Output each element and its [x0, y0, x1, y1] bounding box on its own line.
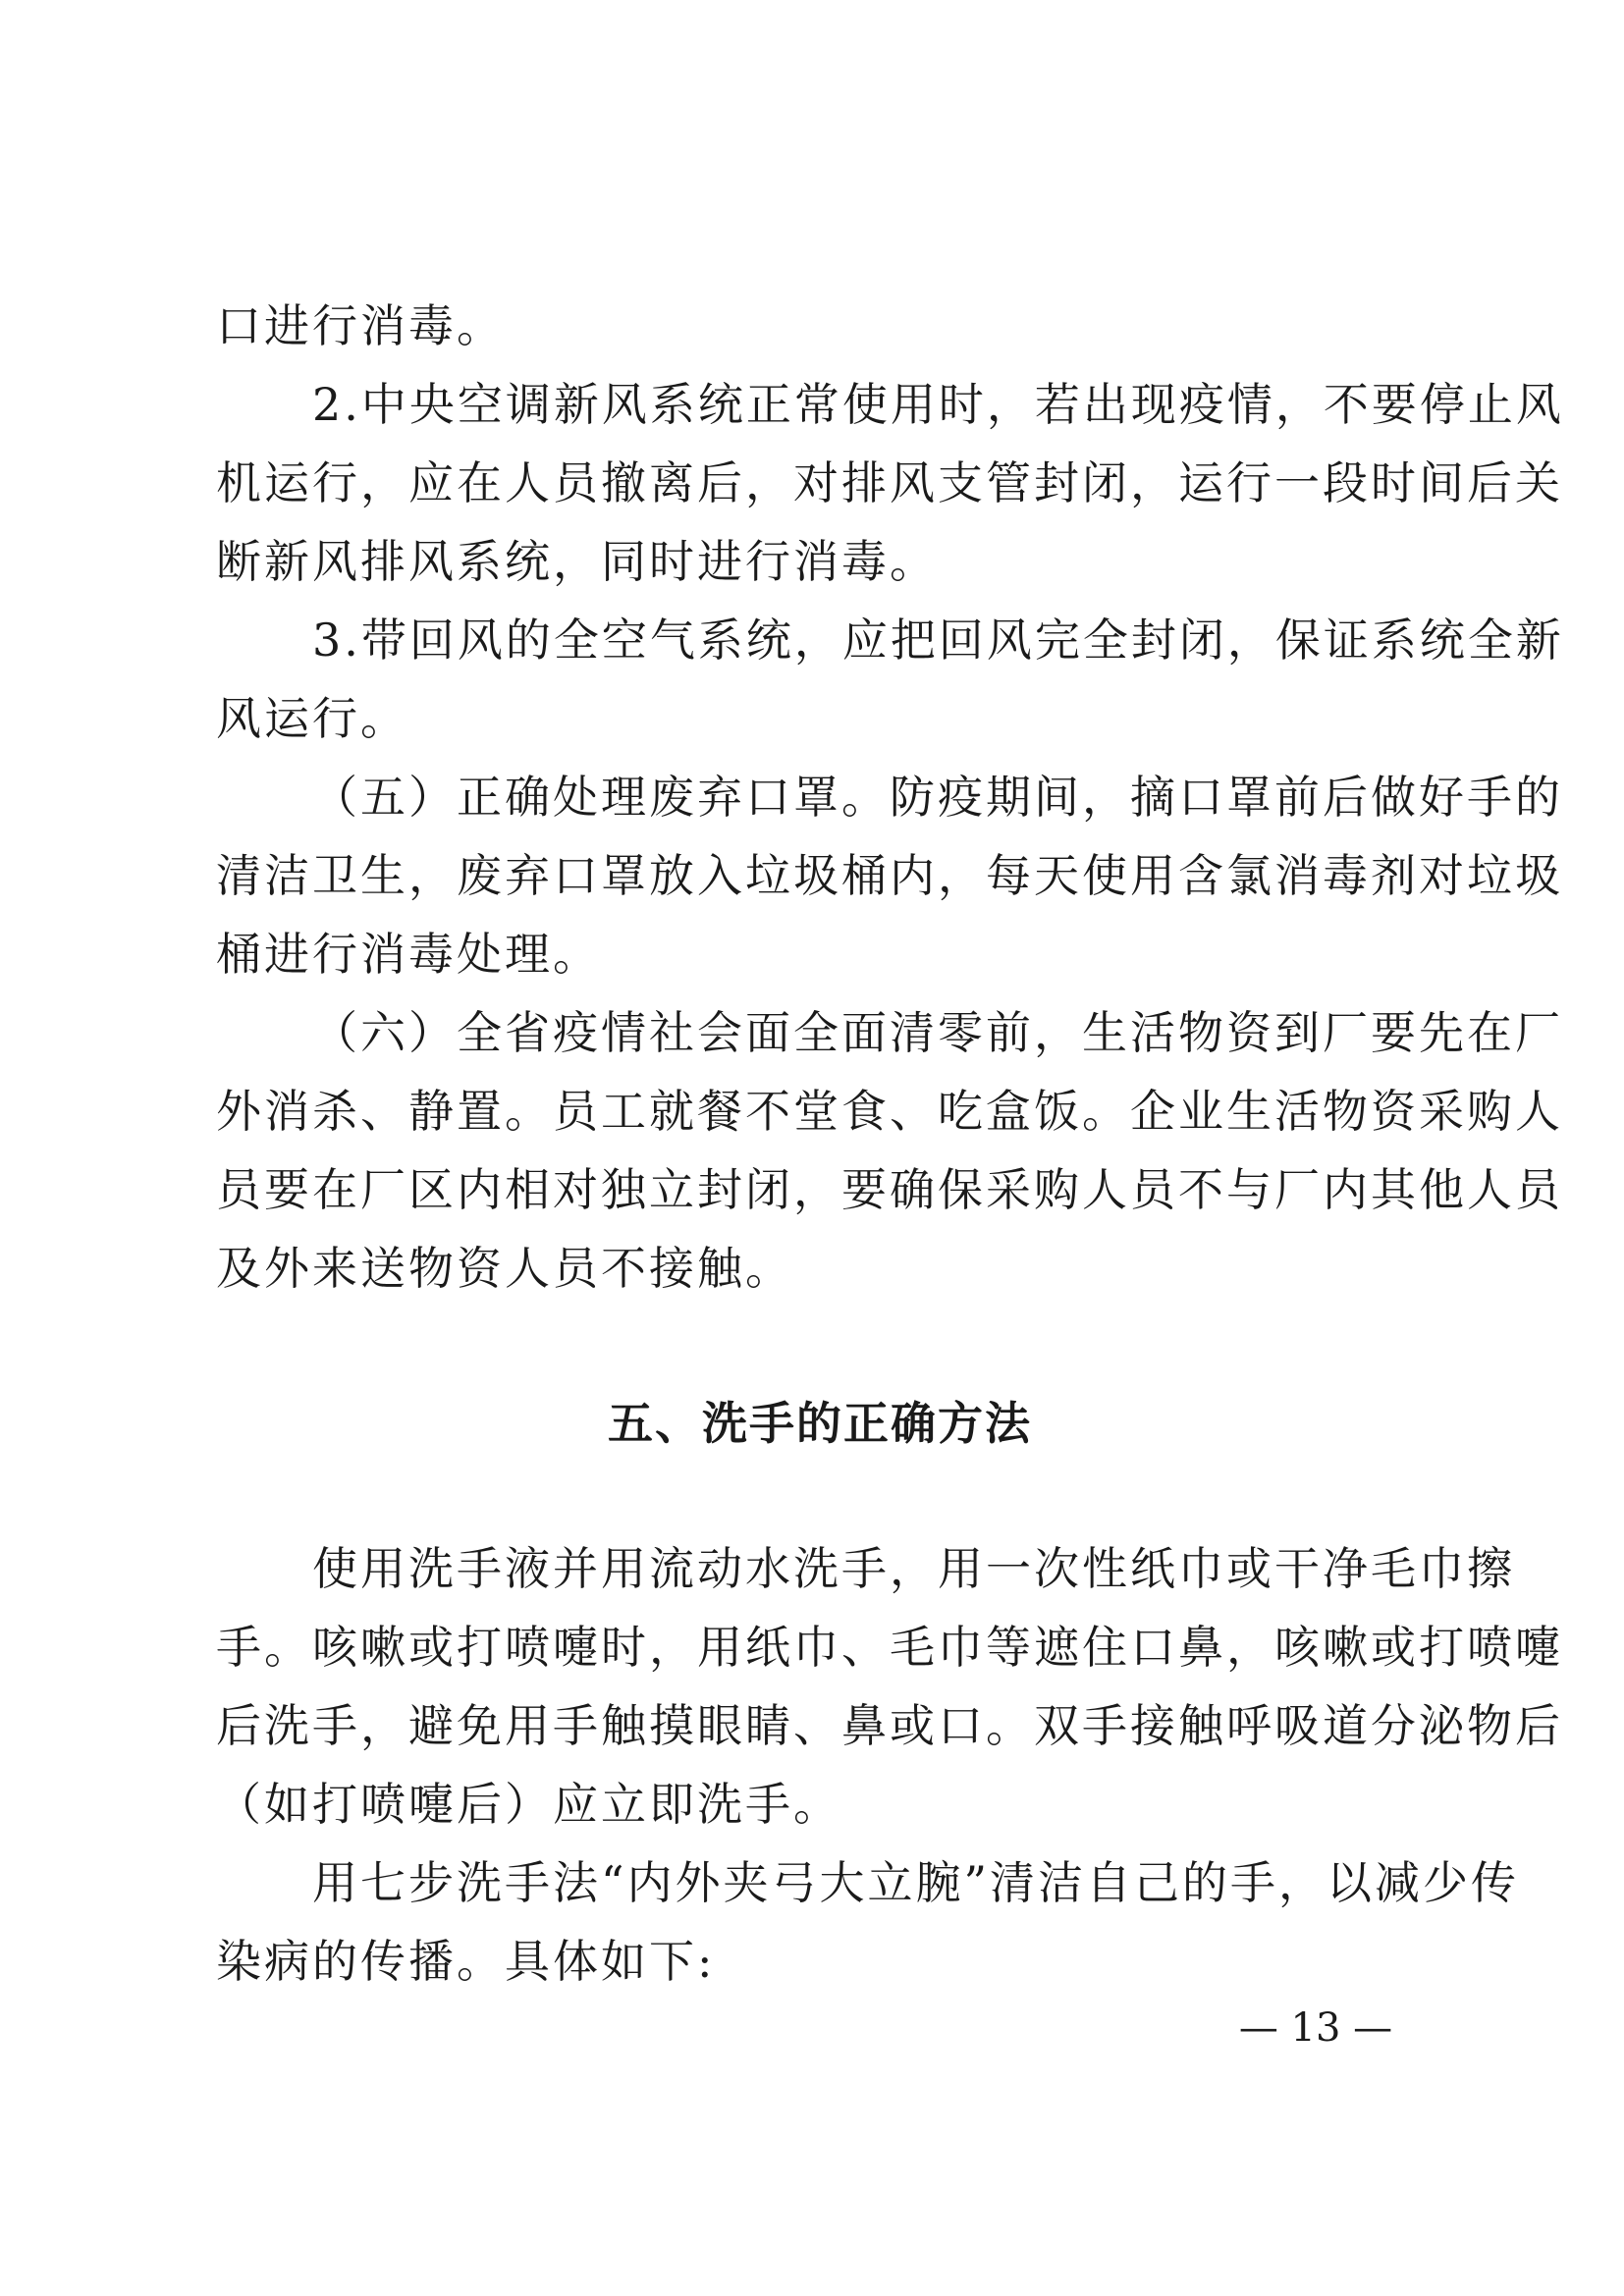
- page-number: — 13 —: [1238, 2005, 1393, 2051]
- paragraph-line: 桶进行消毒处理。: [216, 928, 601, 981]
- paragraph-line: 使用洗手液并用流动水洗手，用一次性纸巾或干净毛巾擦: [312, 1542, 1515, 1595]
- paragraph-line: 断新风排风系统，同时进行消毒。: [216, 535, 938, 588]
- paragraph-line: （五）正确处理废弃口罩。防疫期间，摘口罩前后做好手的: [312, 771, 1563, 824]
- paragraph-line: 用七步洗手法“内外夹弓大立腕”清洁自己的手，以减少传: [312, 1856, 1520, 1909]
- paragraph-line: 及外来送物资人员不接触。: [216, 1242, 793, 1295]
- paragraph-line: 手。咳嗽或打喷嚏时，用纸巾、毛巾等遮住口鼻，咳嗽或打喷嚏: [216, 1621, 1563, 1674]
- paragraph-line: 口进行消毒。: [216, 299, 505, 352]
- paragraph-line: 外消杀、静置。员工就餐不堂食、吃盒饭。企业生活物资采购人: [216, 1085, 1563, 1138]
- paragraph-line: 员要在厂区内相对独立封闭，要确保采购人员不与厂内其他人员: [216, 1163, 1563, 1216]
- paragraph-line: 风运行。: [216, 692, 408, 745]
- section-heading: 五、洗手的正确方法: [608, 1397, 1032, 1450]
- paragraph-line: 2.中央空调新风系统正常使用时，若出现疫情，不要停止风: [312, 378, 1564, 431]
- paragraph-line: 3.带回风的全空气系统，应把回风完全封闭，保证系统全新: [312, 614, 1564, 667]
- paragraph-line: （如打喷嚏后）应立即洗手。: [216, 1778, 841, 1831]
- paragraph-line: 后洗手，避免用手触摸眼睛、鼻或口。双手接触呼吸道分泌物后: [216, 1699, 1563, 1752]
- paragraph-line: 染病的传播。具体如下:: [216, 1935, 716, 1988]
- paragraph-line: 机运行，应在人员撤离后，对排风支管封闭，运行一段时间后关: [216, 456, 1563, 509]
- paragraph-line: 清洁卫生，废弃口罩放入垃圾桶内，每天使用含氯消毒剂对垃圾: [216, 849, 1563, 902]
- paragraph-line: （六）全省疫情社会面全面清零前，生活物资到厂要先在厂: [312, 1006, 1563, 1059]
